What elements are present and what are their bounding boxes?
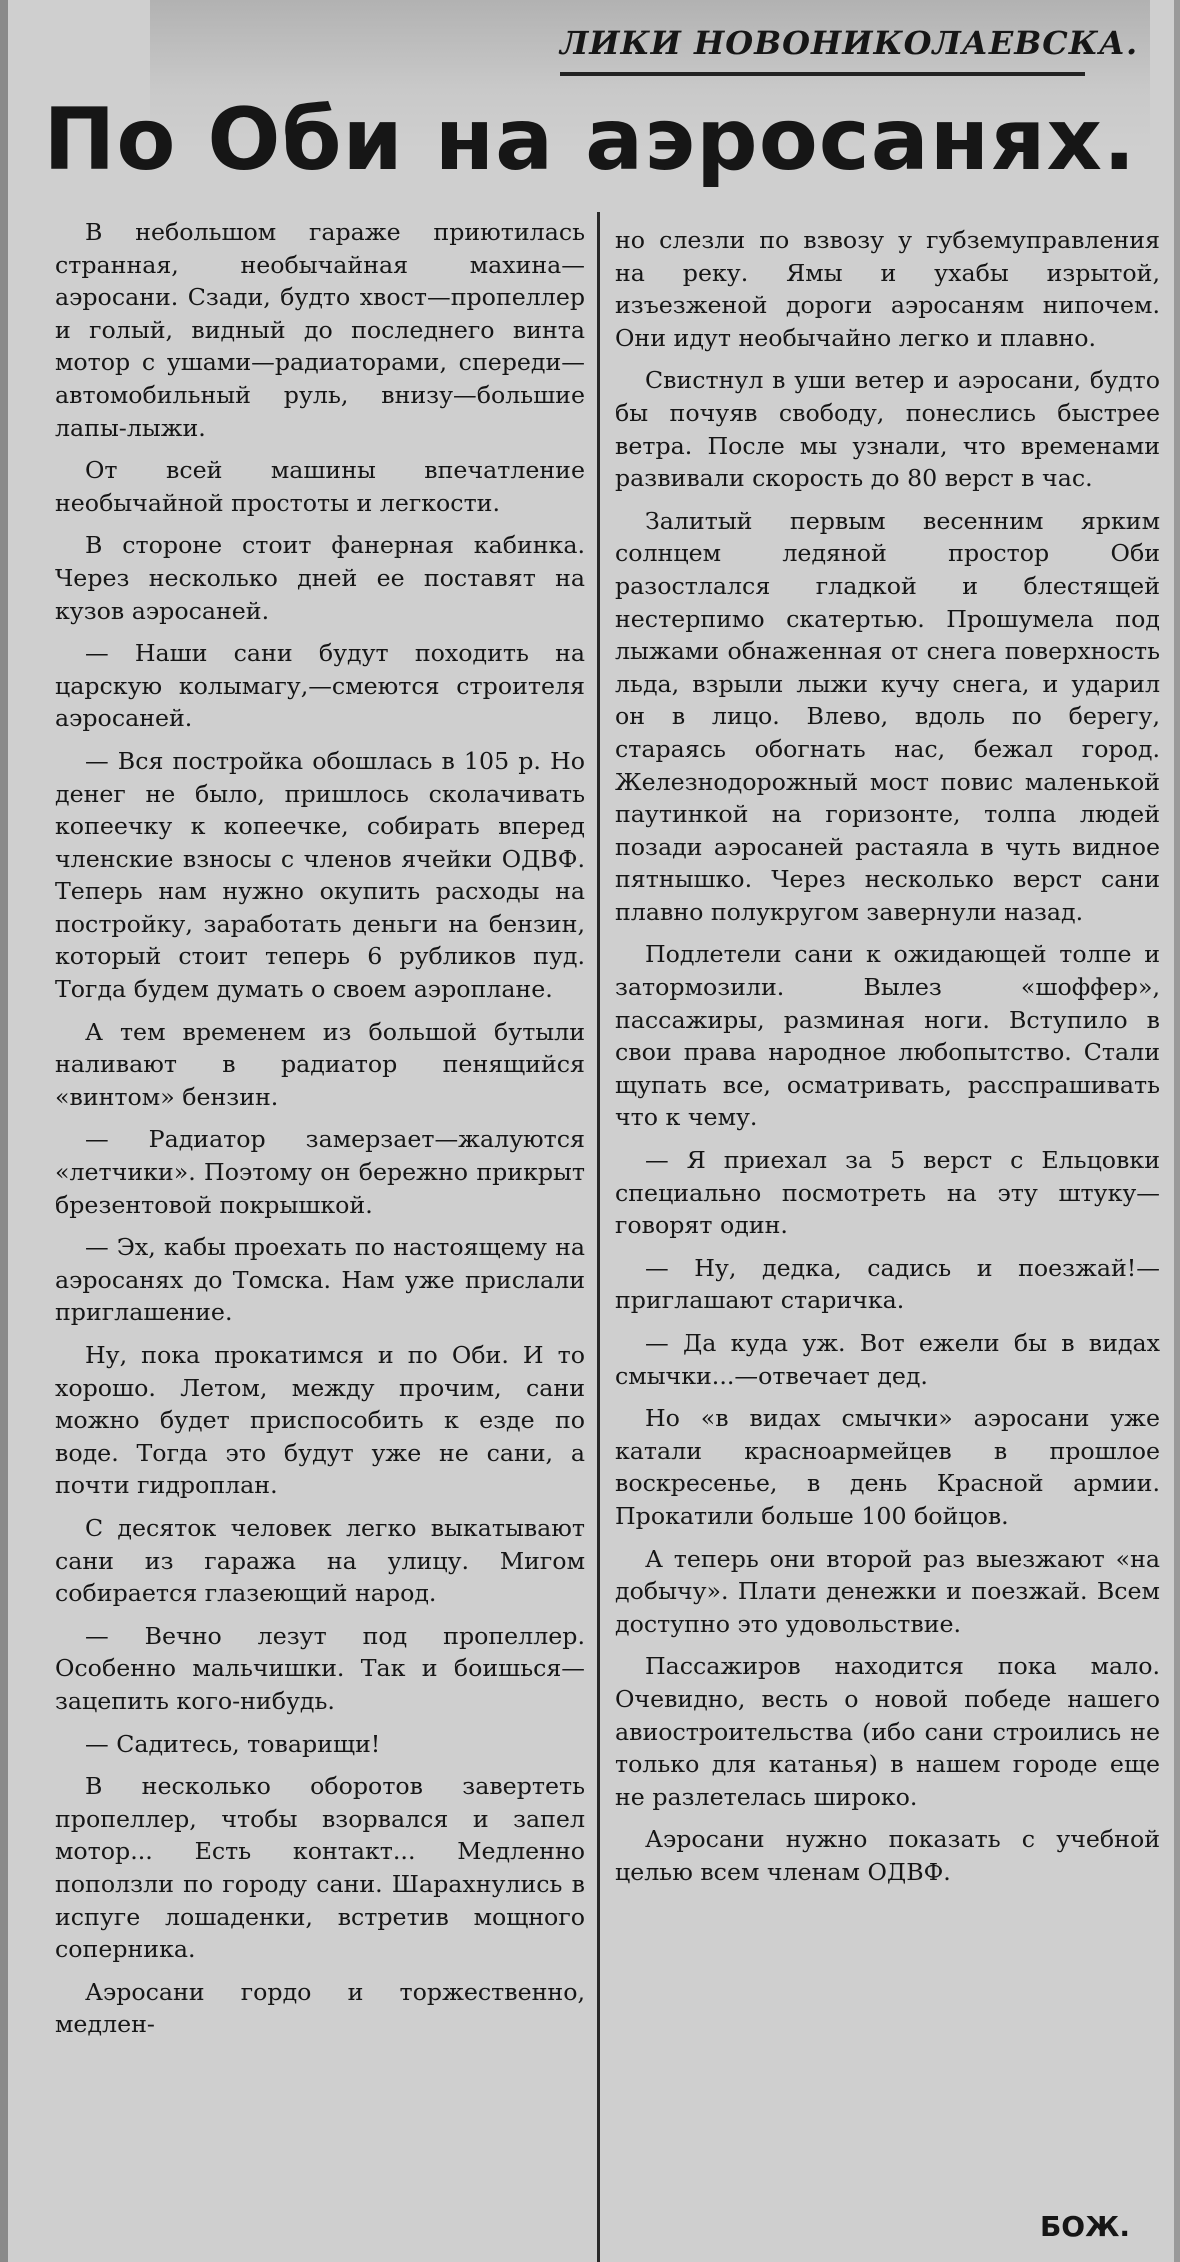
paragraph: Пассажиров находится пока мало. Очевидно, весть о новой победе нашего авиостроительства (ибо сани строились не только для катанья) в нашем городе еще не разлетелась широко. xyxy=(615,1652,1160,1811)
author-signature: БОЖ. xyxy=(1039,2210,1130,2243)
paragraph: Ну, пока прокатимся и по Оби. И то хорошо. Летом, между прочим, сани можно будет приспособить к езде по воде. Тогда это будут уже не сани, а почти гидроплан. xyxy=(55,1341,585,1500)
paragraph: но слезли по взвозу у губземуправления на реку. Ямы и ухабы изрытой, изъезженой дороги аэросаням нипочем. Они идут необычайно легко и плавно. xyxy=(615,226,1160,352)
paragraph: — Наши сани будут походить на царскую колымагу,—смеются строителя аэросаней. xyxy=(55,639,585,733)
paragraph: — Вся постройка обошлась в 105 р. Но денег не было, пришлось сколачивать копеечку к копеечке, собирать вперед членские взносы с членов ячейки ОДВФ. Теперь нам нужно окупить расходы на постройку, заработать деньги на бензин, который стоит теперь 6 рубликов пуд. Тогда будем думать о своем аэроплане. xyxy=(55,746,585,1004)
paragraph: Подлетели сани к ожидающей толпе и затормозили. Вылез «шоффер», пассажиры, разминая ноги. Вступило в свои права народное любопытство. Стали щупать все, осматривать, расспрашивать что к чему. xyxy=(615,940,1160,1132)
paragraph: С десяток человек легко выкатывают сани из гаража на улицу. Мигом собирается глазеющий народ. xyxy=(55,1513,585,1608)
paragraph: Залитый первым весенним ярким солнцем ледяной простор Оби разостлался гладкой и блестящей нестерпимо скатертью. Прошумела под лыжами обнаженная от снега поверхность льда, взрыли лыжи кучу снега, и ударил он в лицо. Влево, вдоль по берегу, стараясь обогнать нас, бежал город. Железнодорожный мост повис маленькой паутинкой на горизонте, толпа людей позади аэросаней растаяла в чуть видное пятнышко. Через несколько верст сани плавно полукругом завернули назад. xyxy=(615,506,1160,926)
paragraph: А тем временем из большой бутыли наливают в радиатор пенящийся «винтом» бензин. xyxy=(55,1017,585,1111)
paragraph: В небольшом гараже приютилась странная, необычайная махина—аэросани. Сзади, будто хвост—пропеллер и голый, видный до последнего винта мотор с ушами—радиаторами, спереди— автомобильный руль, внизу—большие лапы-лыжи. xyxy=(55,218,585,442)
rubric-underline xyxy=(560,72,1085,76)
paragraph: Но «в видах смычки» аэросани уже катали красноармейцев в прошлое воскресенье, в день Красной армии. Прокатили больше 100 бойцов. xyxy=(615,1404,1160,1530)
paragraph: — Ну, дедка, садись и поезжай!—приглашают старичка. xyxy=(615,1253,1160,1315)
article-column-right xyxy=(615,224,1160,1899)
paragraph: — Эх, кабы проехать по настоящему на аэросанях до Томска. Нам уже прислали приглашение. xyxy=(55,1233,585,1327)
paragraph: Свистнул в уши ветер и аэросани, будто бы почуяв свободу, понеслись быстрее ветра. После мы узнали, что временами развивали скорость до 80 верст в час. xyxy=(615,366,1160,493)
paragraph: В несколько оборотов завертеть пропеллер, чтобы взорвался и запел мотор... Есть контакт... Медленно поползли по городу сани. Шарахнулись в испуге лошаденки, встретив мощного соперника. xyxy=(55,1772,585,1964)
paragraph: — Да куда уж. Вот ежели бы в видах смычки...—отвечает дед. xyxy=(615,1329,1160,1390)
paragraph: А теперь они второй раз выезжают «на добычу». Плати денежки и поезжай. Всем доступно это удовольствие. xyxy=(615,1544,1160,1638)
section-rubric: ЛИКИ НОВОНИКОЛАЕВСКА. xyxy=(560,24,1139,62)
article-column-left xyxy=(55,216,585,2051)
paragraph: — Я приехал за 5 верст с Ельцовки специально посмотреть на эту штуку—говорят один. xyxy=(615,1146,1160,1240)
page-edge-left xyxy=(0,0,8,2262)
paragraph: — Радиатор замерзает—жалуются «летчики». Поэтому он бережно прикрыт брезентовой покрышкой. xyxy=(55,1125,585,1219)
article-headline: По Оби на аэросанях. xyxy=(43,90,1137,190)
paragraph: — Садитесь, товарищи! xyxy=(85,1729,381,1758)
paragraph: От всей машины впечатление необычайной простоты и легкости. xyxy=(55,456,585,517)
paragraph: Аэросани гордо и торжественно, медлен- xyxy=(55,1977,585,2039)
paragraph: Аэросани нужно показать с учебной целью всем членам ОДВФ. xyxy=(615,1825,1160,1886)
column-divider xyxy=(597,212,600,2262)
paragraph: — Вечно лезут под пропеллер. Особенно мальчишки. Так и боишься—зацепить кого-нибудь. xyxy=(55,1621,585,1715)
page-edge-right xyxy=(1174,0,1180,2262)
paragraph: В стороне стоит фанерная кабинка. Через несколько дней ее поставят на кузов аэросаней. xyxy=(55,531,585,625)
